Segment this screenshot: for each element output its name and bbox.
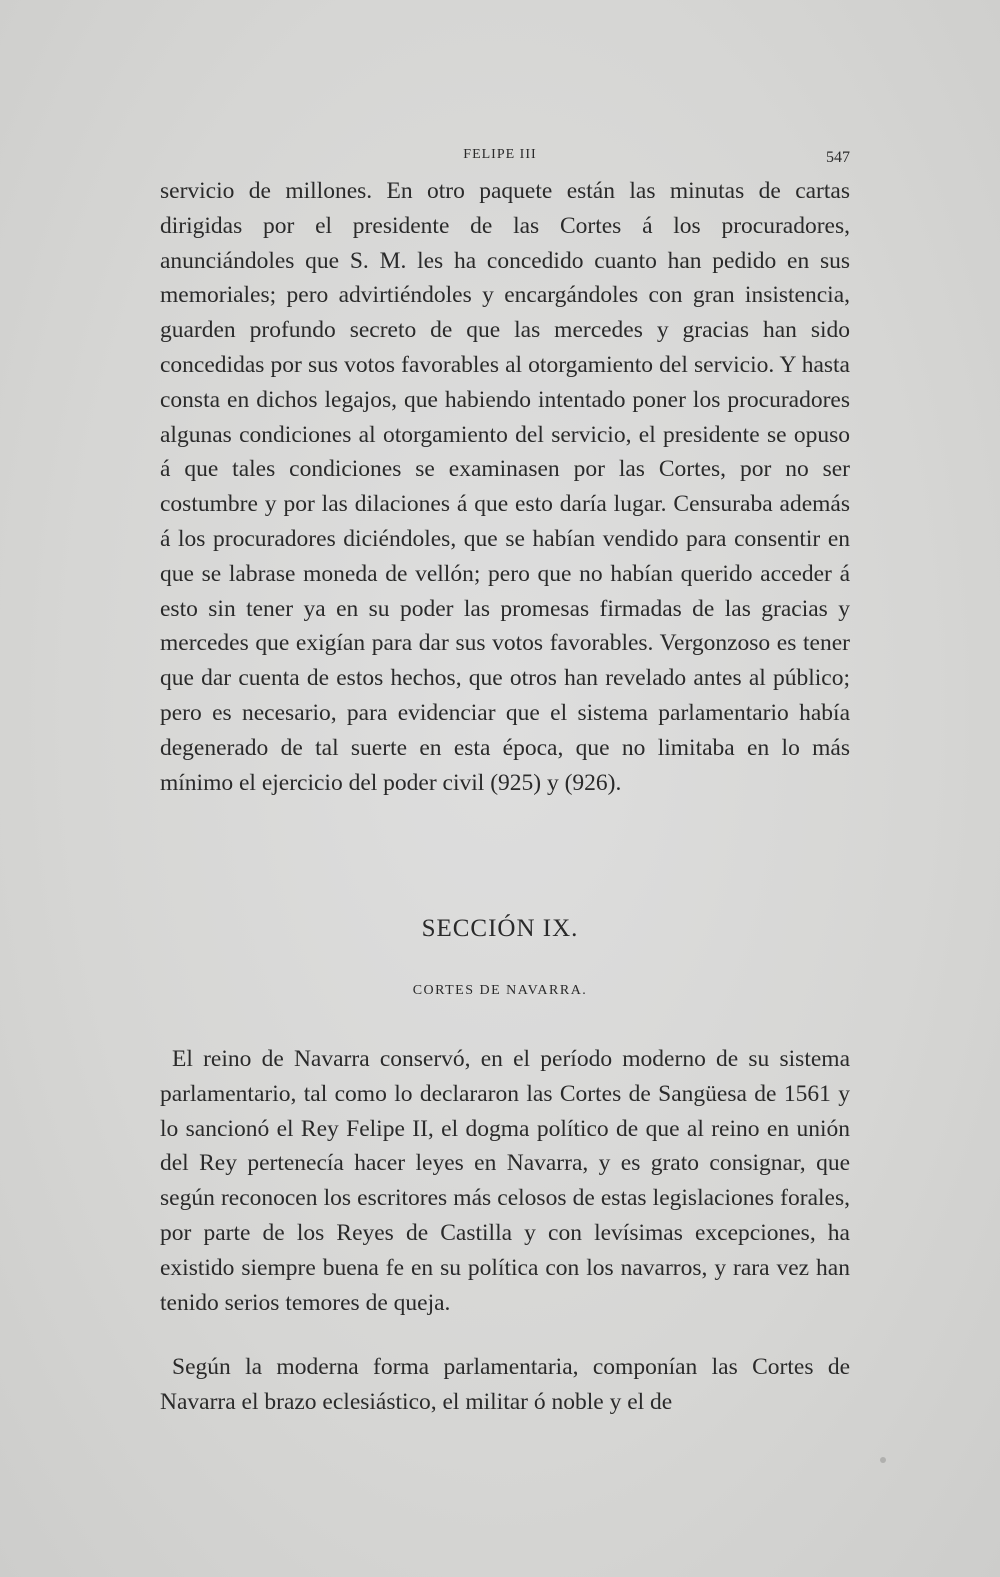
page-number: 547 (826, 149, 850, 166)
running-head: FELIPE III (463, 147, 537, 162)
body-paragraph-2: El reino de Navarra conservó, en el período moderno de su sistema parlamentario, tal como lo declararon las Cortes de Sangüesa de 1561 y lo sancionó el Rey Felipe II, el dogma político de que al reino en unión del Rey pertenecía hacer leyes en Navarra, y es grato consignar, que según reconocen los escritores más celosos de estas legislaciones forales, por parte de los Reyes de Castilla y con levísimas excepciones, ha existido siempre buena fe en su política con los navarros, y rara vez han tenido serios temores de queja. (160, 1046, 850, 1316)
section-subtitle: CORTES DE NAVARRA. (412, 983, 588, 998)
body-paragraph-3: Según la moderna forma parlamentaria, componían las Cortes de Navarra el brazo eclesiástico, el militar ó noble y el de (160, 1354, 850, 1415)
page-header (150, 145, 850, 169)
body-paragraph-1: servicio de millones. En otro paquete están las minutas de cartas dirigidas por el presidente de las Cortes á los procuradores, anunciándoles que S. M. les ha concedido cuanto han pedido en sus memoriales; pero advirtiéndoles y encargándoles con gran insistencia, guarden profundo secreto de que las mercedes y gracias han sido concedidas por sus votos favorables al otorgamiento del servicio. Y hasta consta en dichos legajos, que habiendo intentado poner los procuradores algunas condiciones al otorgamiento del servicio, el presidente se opuso á que tales condiciones se examinasen por las Cortes, por no ser costumbre y por las dilaciones á que esto daría lugar. Censuraba además á los procuradores diciéndoles, que se habían vendido para consentir en que se labrase moneda de vellón; pero que no habían querido acceder á esto sin tener ya en su poder las promesas firmadas de las gracias y mercedes que exigían para dar sus votos favorables. Vergonzoso es tener que dar cuenta de estos hechos, que otros han revelado antes al público; pero es necesario, para evidenciar que el sistema parlamentario había degenerado de tal suerte en esta época, que no limitaba en lo más mínimo el ejercicio del poder civil (925) y (926). (160, 178, 850, 796)
section-title: SECCIÓN IX. (421, 915, 579, 942)
paper-speck (880, 1457, 886, 1463)
